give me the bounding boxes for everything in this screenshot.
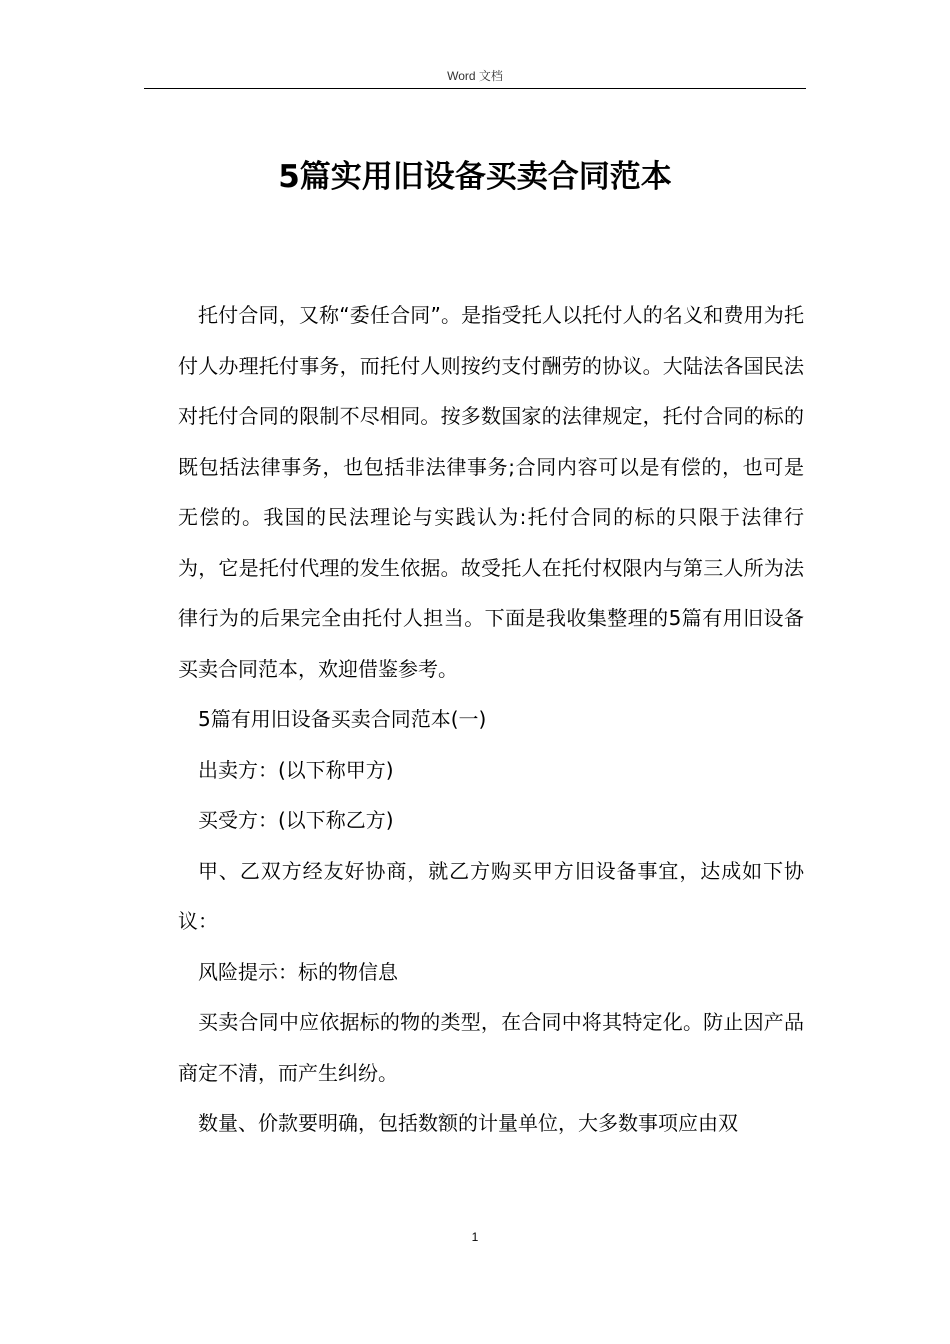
paragraph-agreement: 甲、乙双方经友好协商，就乙方购买甲方旧设备事宜，达成如下协议： — [178, 858, 804, 933]
paragraph-intro: 托付合同，又称“委任合同”。是指受托人以托付人的名义和费用为托付人办理托付事务，而托付人则按约支付酬劳的协议。大陆法各国民法对托付合同的限制不尽相同。按多数国家的法律规定，托付合同的标的既包括法律事务，也包括非法律事务;合同内容可以是有偿的，也可是无偿的。我国的民法理论与实践认为:托付合同的标的只限于法律行为，它是托付代理的发生依据。故受托人在托付权限内与第三人所为法律行为的后果完全由托付人担当。下面是我收集整理的5篇有用旧设备买卖合同范本，欢迎借鉴参考。 — [178, 303, 804, 681]
paragraph-risk-notice: 风险提示：标的物信息 — [198, 959, 398, 984]
paragraph-buyer: 买受方：(以下称乙方) — [198, 808, 394, 832]
paragraph-seller: 出卖方：(以下称甲方) — [198, 757, 394, 782]
document-body — [178, 290, 804, 1149]
header-divider — [144, 88, 806, 89]
document-title: 5篇实用旧设备买卖合同范本 — [278, 159, 672, 195]
paragraph-quantity-price: 数量、价款要明确，包括数额的计量单位，大多数事项应由双 — [198, 1111, 738, 1135]
page-number: 1 — [471, 1230, 479, 1244]
paragraph-section-heading: 5篇有用旧设备买卖合同范本(一) — [198, 707, 487, 731]
page-header-label: Word 文档 — [447, 69, 503, 83]
paragraph-subject-matter: 买卖合同中应依据标的物的类型，在合同中将其特定化。防止因产品商定不清，而产生纠纷。 — [178, 1010, 804, 1085]
